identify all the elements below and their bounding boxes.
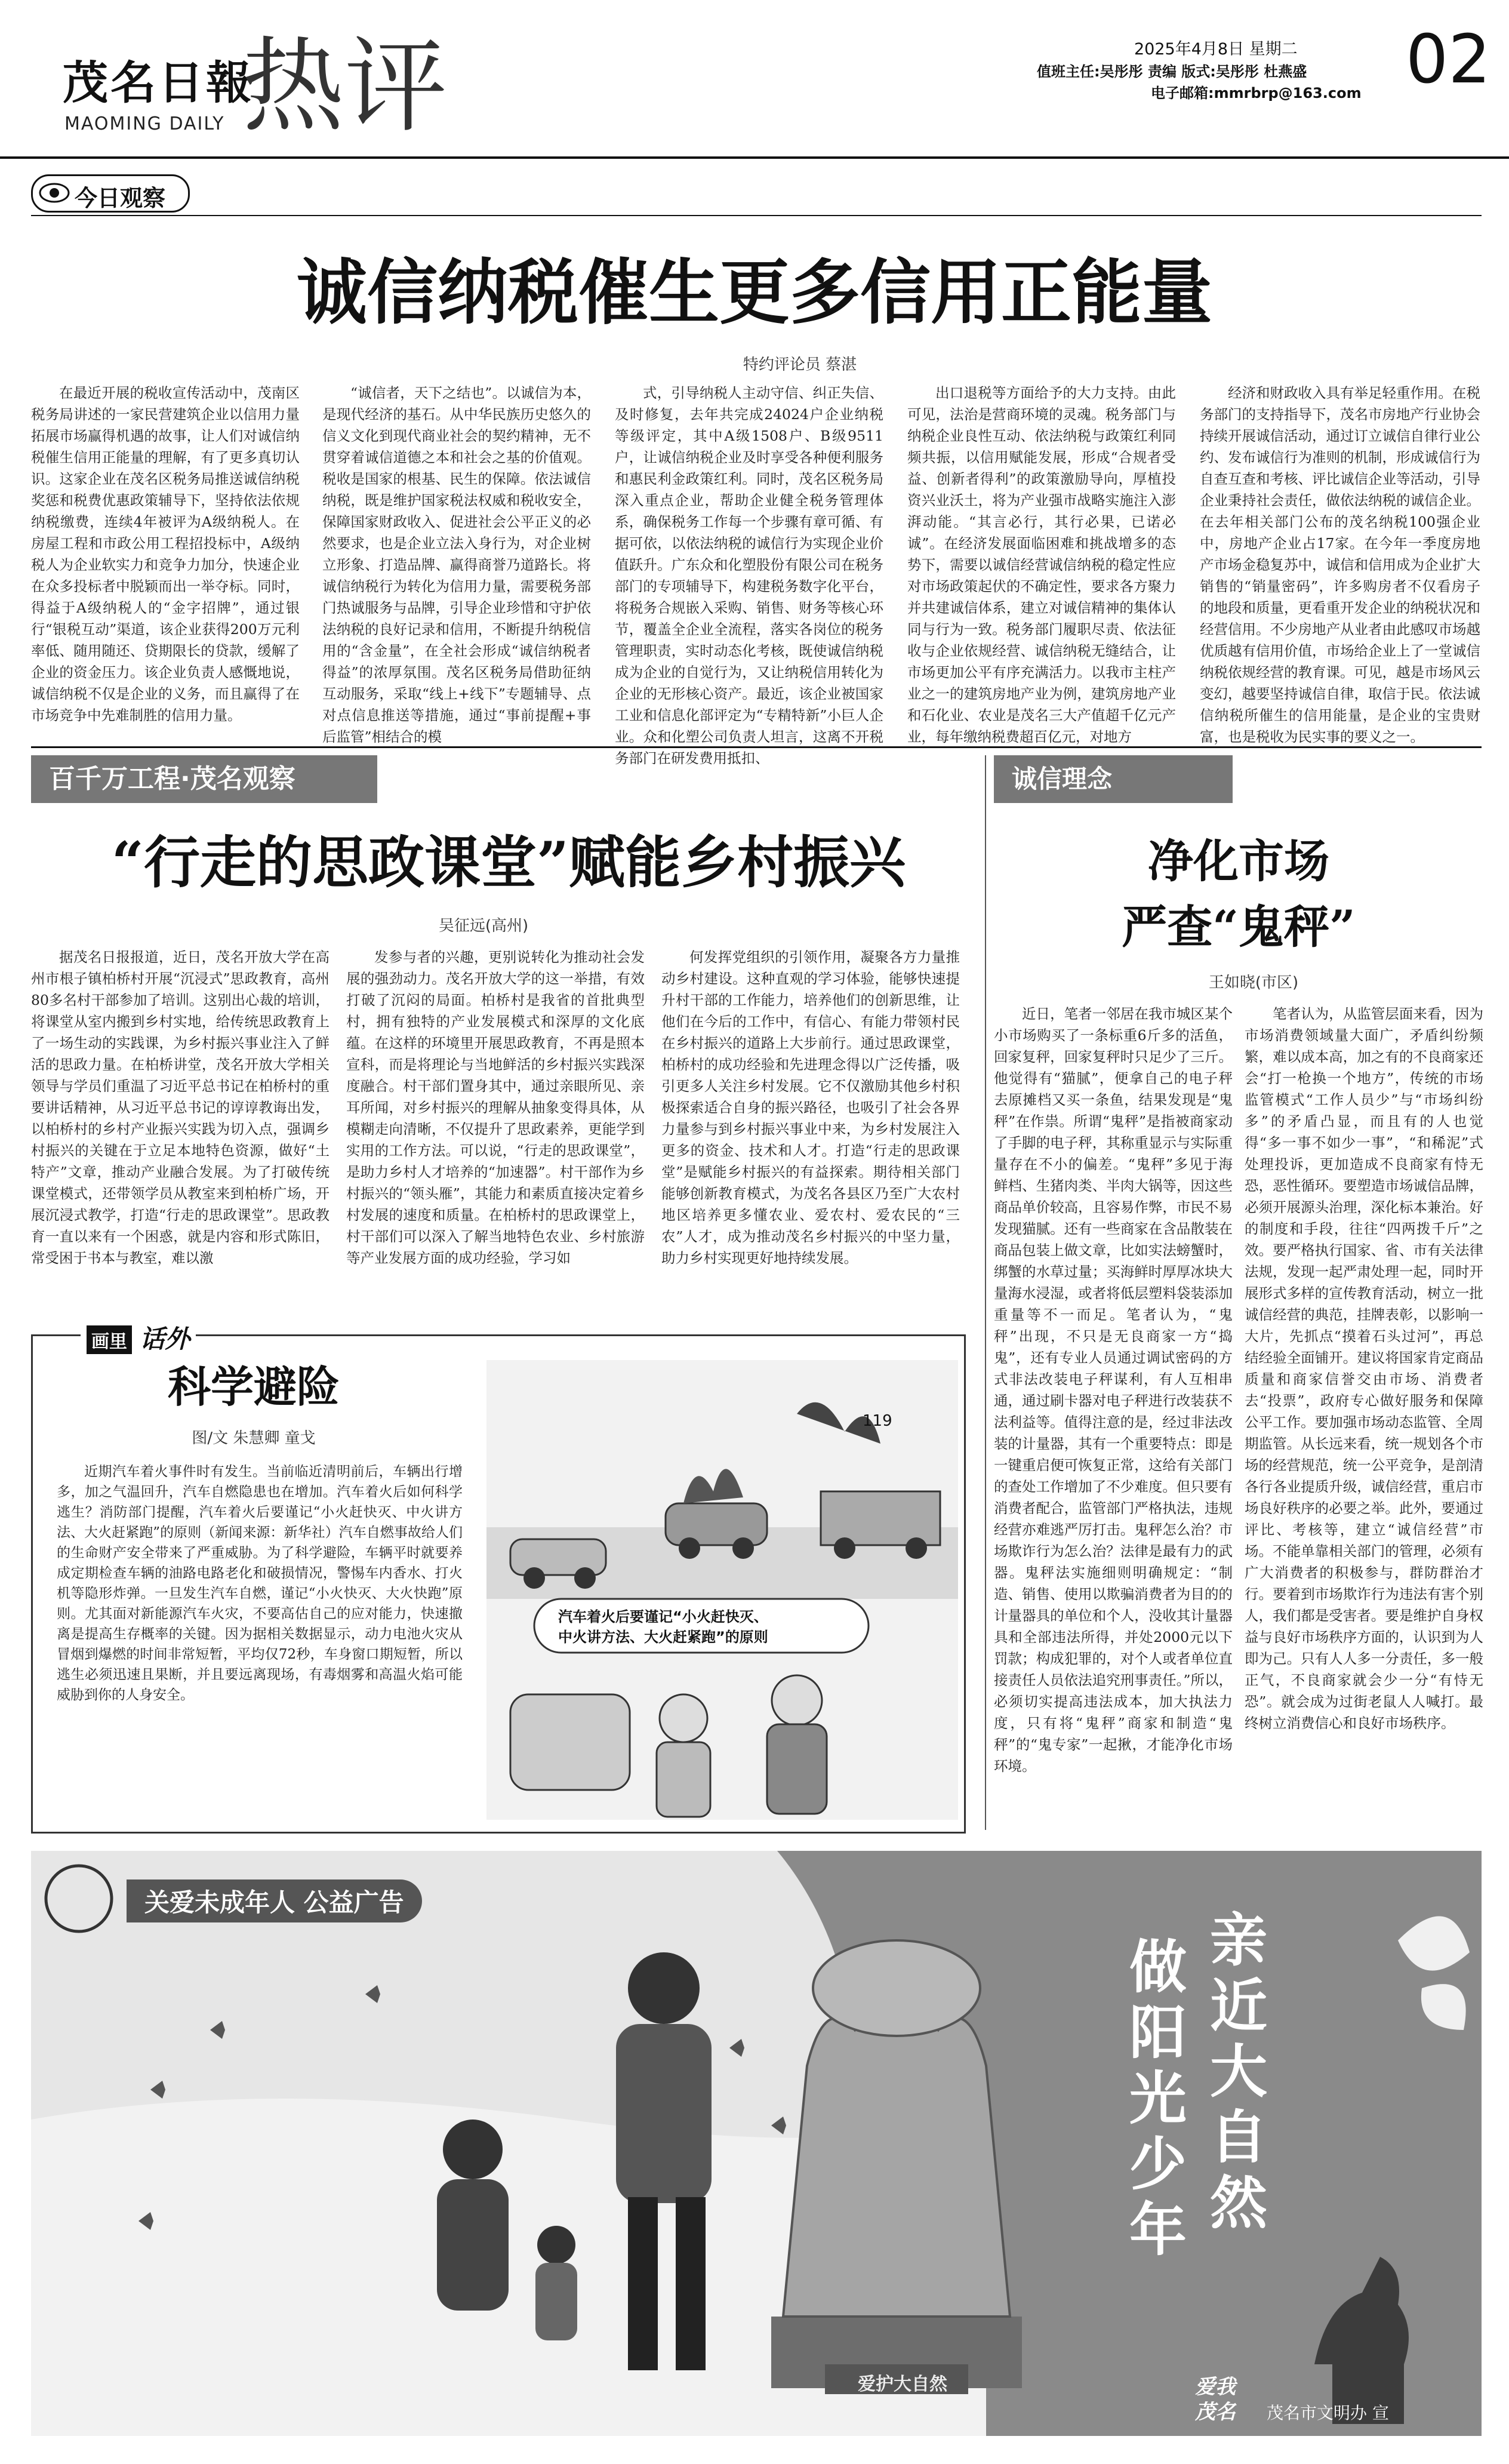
horse-statue-icon — [1314, 2257, 1409, 2424]
feature-column-2: 发参与者的兴趣，更别说转化为推动社会发展的强劲动力。茂名开放大学的这一举措，有效打破了沉闷的局面。柏桥村是我省的首批典型村，拥有独特的产业发展模式和深厚的文化底蕴。在这样的环境里开展思政教育，不再是照本宣科，而是将理论与当地鲜活的乡村振兴实践深度融合。村干部们置身其中，通过亲眼所见、亲耳所闻，对乡村振兴的理解从抽象变得具体，从模糊走向清晰，不仅提升了思政素养，更能学到实用的工作方法。可以说，“行走的思政课堂”，是助力乡村人才培养的“加速器”。村干部作为乡村振兴的“领头雁”，其能力和素质直接决定着乡村发展的速度和质量。在柏桥村的思政课堂上，村干部们可以深入了解当地特色农业、乡村旅游等产业发展方面的成功经验，学习如 — [346, 949, 645, 1266]
slogan-left-char: 光 — [1129, 2065, 1187, 2132]
cartoon-box — [31, 1324, 966, 1834]
staff-line: 值班主任:吴彤彤 责编 版式:吴彤彤 杜燕盛 — [1037, 63, 1307, 80]
lead-headline: 诚信纳税催生更多信用正能量 — [296, 251, 1212, 334]
slogan-right-char: 大 — [1210, 2038, 1267, 2105]
email: 电子邮箱:mmrbrp@163.com — [1151, 85, 1362, 101]
firefighter-figure — [767, 1675, 827, 1814]
car-front-icon — [510, 1694, 630, 1790]
integrity-column-1: 近日，笔者一邻居在我市城区某个小市场购买了一条标重6斤多的活鱼，回家复秤，回家复秤时只足少了三斤。他觉得有“猫腻”，便拿自己的电子秤去原摊档又买一条鱼，结果发现是“鬼秤”在作祟。所谓“鬼秤”是指被商家动了手脚的电子秤，其称重显示与实际重量存在不小的偏差。“鬼秤”多见于海鲜档、生猪肉类、半肉大锅等，因这些商品单价较高，且容易作弊，市民不易发现猫腻。还有一些商家在含品散装在商品包装上做文章，比如实法螃蟹时，绑蟹的水草过量；买海鲜时厚厚冰块大量海水浸湿，或者将低层塑料袋装添加重量等不一而足。笔者认为，“鬼秤”出现，不只是无良商家一方“捣鬼”，还有专业人员通过调试密码的方式非法改装电子秤谋利，有人互相串通，通过刷卡器对电子秤进行改装获不法利益等。值得注意的是，经过非法改装的计量器，其有一个重要特点：即是一键重启便可恢复正常，这给有关部门的查处工作增加了不少难度。但只要有消费者配合，监管部门严格执法，违规经营亦难逃严厉打击。鬼秤怎么治？市场欺诈行为怎么治？法律是最有力的武器。鬼秤法实施细则明确规定：“制造、销售、使用以欺骗消费者为目的的计量器具的单位和个人，没收其计量器具和全部违法所得，并处2000元以下罚款；构成犯罪的，对个人或者单位直接责任人员依法追究刑事责任。”所以，必须切实提高违法成本，加大执法力度，只有将“鬼秤”商家和制造“鬼秤”的“鬼专家”一起揪，才能净化市场环境。 — [994, 1005, 1233, 1774]
plaque-text: 爱护大自然 — [858, 2374, 947, 2395]
ad-badge: 关爱未成年人 公益广告 — [127, 1879, 422, 1922]
slogan-right-char: 自 — [1210, 2104, 1267, 2171]
slogan-right-char: 近 — [1210, 1973, 1267, 2040]
paper-logo: 茂名日報 — [63, 56, 254, 109]
child-figure-ad — [535, 2226, 577, 2340]
cartoon-tag-b: 话外 — [140, 1324, 190, 1353]
eye-icon — [39, 181, 70, 205]
feature-column-1: 据茂名日报报道，近日，茂名开放大学在高州市根子镇柏桥村开展“沉浸式”思政教育，高州80多名村干部参加了培训。这别出心裁的培训，将课堂从室内搬到乡村实地，给传统思政教育上了一场生动的实践课，为乡村振兴事业注入了鲜活的思政力量。在柏桥讲堂，茂名开放大学相关领导与学员们重温了习近平总书记在柏桥村的重要讲话精神，从习近平总书记的谆谆教诲出发，以柏桥村的乡村产业振兴实践为切入点，强调乡村振兴的关键在于立足本地特色资源，做好“土特产”文章，推动产业融合发展。为了打破传统课堂模式，还带领学员从教室来到柏桥广场，开展沉浸式教学，打造“行走的思政课堂”。思政教育一直以来有一个困惑，就是内容和形式陈旧，常受困于书本与教室，难以激 — [31, 949, 329, 1266]
integrity-headline-2: 严查“鬼秤” — [1122, 900, 1356, 953]
slogan-left-char: 年 — [1129, 2197, 1187, 2263]
slogan-left-char: 少 — [1129, 2131, 1187, 2198]
slogan-left-char: 做 — [1129, 1934, 1187, 2001]
today-tag-label: 今日观察 — [75, 185, 166, 211]
lead-column-4: 出口退税等方面给予的大力支持。由此可见，法治是营商环境的灵魂。税务部门与纳税企业良性互动、依法纳税与政策红利同频共振，以信用赋能发展，形成“合规者受益、创新者得利”的政策激励导向，厚植投资兴业沃土，将为产业强市战略实施注入澎湃动能。“其言必行，其行必果，已诺必诚”。在经济发展面临困难和挑战增多的态势下，需要以诚信经营诚信纳税的稳定性应对市场政策起伏的不确定性，要求各方聚力并共建诚信体系，建立对诚信精神的集体认同与行为一致。税务部门履职尽责、依法征收与企业依规经营、诚信纳税无缝结合，让市场更加公平有序充满活力。以我市主柱产业之一的建筑房地产业为例，建筑房地产业和石化业、农业是茂名三大产值超千亿元产业，每年缴纳税费超百亿元，对地方 — [907, 384, 1176, 745]
cartoon-byline: 图/文 朱慧卿 童戈 — [192, 1429, 316, 1447]
integrity-byline: 王如晓(市区) — [1208, 974, 1299, 992]
lead-column-3: 式，引导纳税人主动守信、纠正失信、及时修复，去年共完成24024户企业纳税等级评定，其中A级1508户、B级9511户，让诚信纳税企业及时享受各种便利服务和惠民利金政策红利。同时，茂名区税务局深入重点企业，帮助企业健全税务管理体系，确保税务工作每一个步骤有章可循、有据可依，以依法纳税的诚信行为实现企业价值跃升。广东众和化塑股份有限公司在税务部门的专项辅导下，构建税务数字化平台，将税务合规嵌入采购、销售、财务等核心环节，覆盖全企业全流程，落实各岗位的税务管理职责，实时动态化考核，既使诚信纳税成为企业的自觉行为，又让纳税信用转化为企业的无形核心资产。最近，该企业被国家工业和信息化部评定为“专精特新”小巨人企业。众和化塑公司负责人坦言，这离不开税务部门在研发费用抵扣、 — [615, 384, 883, 767]
bubble-line-2: 中火讲方法、大火赶紧跑”的原则 — [558, 1629, 768, 1645]
lead-column-5: 经济和财政收入具有举足轻重作用。在税务部门的支持指导下，茂名市房地产行业协会持续开展诚信活动，通过订立诚信自律行业公约、发布诚信行为准则的机制，形成诚信行为自查互查和考核、评比诚信企业等活动，引导企业秉持社会责任，做依法纳税的诚信企业。在去年相关部门公布的茂名纳税100强企业中，房地产企业占17家。在今年一季度房地产市场金稳复苏中，诚信和信用成为企业扩大销售的“销量密码”，许多购房者不仅看房子的地段和质量，更看重开发企业的纳税状况和经营信用。不少房地产从业者由此感叹市场越优质越有信用价值，市场给企业上了一堂诚信纳税依规经营的教育课。可见，越是市场风云变幻，越要坚持诚信自律，取信于民。依法诚信纳税所催生的信用能量，是企业的宝贵财富，也是税收为民实事的要义之一。 — [1200, 384, 1480, 745]
sign-119: 119 — [863, 1412, 892, 1430]
cartoon-headline: 科学避险 — [167, 1361, 340, 1412]
cartoon-tag — [81, 1319, 196, 1355]
paper-en: MAOMING DAILY — [64, 113, 225, 134]
cartoon-tag-a: 画里 — [87, 1325, 132, 1354]
masthead-rule — [0, 156, 1509, 159]
integrity-headline-1: 净化市场 — [1148, 835, 1329, 888]
lead-column-2: “诚信者，天下之结也”。以诚信为本，是现代经济的基石。从中华民族历史悠久的信义文化到现代商业社会的契约精神，无不贯穿着诚信道德之本和社会之基的价值观。税收是国家的根基、民生的保障。依法诚信纳税，既是维护国家税法权威和税收安全，保障国家财政收入、促进社会公平正义的必然要求，也是企业立法入身行为，对企业树立形象、打造品牌、赢得商誉乃道路长。将诚信纳税行为转化为信用力量，需要税务部门热诚服务与品牌，引导企业珍惜和守护依法纳税的良好记录和信用，不断提升纳税信用的“含金量”，在全社会形成“诚信纳税者得益”的浓厚氛围。茂名区税务局借助征纳互动服务，采取“线上+线下”专题辅导、点对点信息推送等措施，通过“事前提醒+事后监管”相结合的模 — [322, 384, 591, 745]
masthead — [0, 0, 1509, 197]
lead-byline: 特约评论员 蔡湛 — [743, 356, 857, 374]
lead-column-1: 在最近开展的税收宣传活动中，茂南区税务局讲述的一家民营建筑企业以信用力量拓展市场赢得机遇的故事，让人们对诚信纳税催生信用正能量的理解，有了更多真切认识。这家企业在茂名区税务局推送诚信纳税奖惩和税费优惠政策辅导下，坚持依法依规纳税缴费，连续4年被评为A级纳税人。在房屋工程和市政公用工程招投标中，A级纳税人为企业软实力和竞争力加分，快速企业在众多投标者中脱颖而出一举夺标。同时，得益于A级纳税人的“金字招牌”，通过银行“银税互动”渠道，该企业获得200万元利率低、随用随还、贷期限长的贷款，缓解了企业的资金压力。该企业负责人感慨地说，诚信纳税不仅是企业的义务，而且赢得了在市场竞争中先难制胜的信用力量。 — [31, 384, 300, 724]
leaf-icon — [1398, 1917, 1470, 2031]
ad-footer-b: 茂名 — [1195, 2400, 1236, 2424]
slogan-right-char: 亲 — [1210, 1907, 1267, 1974]
cartoon-text: 近期汽车着火事件时有发生。当前临近清明前后，车辆出行增多，加之气温回升，汽车自燃隐患也在增加。汽车着火后如何科学逃生？消防部门提醒，汽车着火后要谨记“小火赶快灭、中火讲方法、大火赶紧跑”的原则（新闻来源：新华社）汽车自燃事故给人们的生命财产安全带来了严重威胁。为了科学避险，车辆平时就要养成定期检查车辆的油路电路老化和破损情况，警惕车内香水、打火机等隐形炸弹。一旦发生汽车自燃，谨记“小火快灭、大火快跑”原则。尤其面对新能源汽车火灾，不要高估自己的应对能力，快速撤离是提高生存概率的关键。因为据相关数据显示，动力电池火灾从冒烟到爆燃的时间非常短暂，平均仅72秒，车身窗口期短暂，所以逃生必须迅速且果断，并且要远离现场，有毒烟雾和高温火焰可能威胁到你的人身安全。 — [57, 1464, 463, 1703]
slogan-right — [1210, 1908, 1270, 2236]
mother-figure — [437, 2120, 509, 2311]
integrity-section-bar: 诚信理念 — [994, 755, 1233, 803]
today-tag — [31, 174, 190, 213]
bubble-line-1: 汽车着火后要谨记“小火赶快灭、 — [558, 1608, 768, 1625]
feature-headline: “行走的思政课堂”赋能乡村振兴 — [111, 830, 906, 896]
date: 2025年4月8日 星期二 — [1134, 40, 1298, 59]
slogan-right-char: 然 — [1210, 2170, 1267, 2237]
feature-byline: 吴征远(高州) — [438, 917, 529, 935]
slogan-left-char: 阳 — [1129, 1999, 1187, 2066]
ad-footer-c: 茂名市文明办 宣 — [1267, 2403, 1389, 2423]
feature-column-3: 何发挥党组织的引领作用，凝聚各方力量推动乡村建设。这种直观的学习体验，能够快速提升村干部的工作能力，培养他们的创新思维，让他们在今后的工作中，有信心、有能力带领村民在乡村振兴的道路上大步前行。通过思政课堂，柏桥村的成功经验和先进理念得以广泛传播，吸引更多人关注乡村发展。它不仅激励其他乡村积极探索适合自身的振兴路径，也吸引了社会各界力量参与到乡村振兴事业中来，为乡村发展注入更多的资金、技术和人才。打造“行走的思政课堂”是赋能乡村振兴的有益探索。期待相关部门能够创新教育模式，为茂名各县区乃至广大农村地区培养更多懂农业、爱农村、爱农民的“三农”人才，成为推动茂名乡村振兴的中坚力量，助力乡村实现更好地持续发展。 — [661, 949, 960, 1266]
lead-rule — [31, 746, 1482, 748]
slogan-left — [1129, 1934, 1189, 2263]
ad-footer-a: 爱我 — [1195, 2375, 1236, 2399]
section-title: 热评 — [242, 26, 447, 146]
column-divider — [985, 755, 986, 1830]
cartoon-illustration — [486, 1360, 958, 1820]
child-figure — [657, 1694, 710, 1817]
integrity-column-2: 笔者认为，从监管层面来看，因为市场消费领域量大面广，矛盾纠纷频繁，难以成本高，加之有的不良商家还会“打一枪换一个地方”，传统的市场监管模式“工作人员少”与“市场纠纷多”的矛盾凸显，而且有的人也觉得“多一事不如少一事”，“和稀泥”式处理投诉，更加造成不良商家有恃无恐，恶性循环。要塑造市场诚信品牌，必须开展源头治理，深化标本兼治。好的制度和手段，往往“四两拨千斤”之效。要严格执行国家、省、市有关法律法规，发现一起严肃处理一起，同时开展形式多样的宣传教育活动，树立一批诚信经营的典范，挂牌表彰，以影响一大片，先抓点“摸着石头过河”，再总结经验全面铺开。建议将国家肯定商品质量和商家信誉交由市场、消费者去“投票”，政府专心做好服务和保障公平工作。要加强市场动态监管、全周期监管。从长远来看，统一规划各个市场的经营规范，统一公平竞争，是剖清各行各业提质升级，诚信经营，重启市场良好秩序的必要之举。此外，要通过评比、考核等，建立“诚信经营”市场。不能单靠相关部门的管理，必须有广大消费者的积极参与，群防群治才行。要着到市场欺诈行为违法有害个别人，我们都是受害者。要是维护自身权益与良好市场秩序方面的，认识到为人即为己。只有人人多一分责任，多一般正气，不良商家就会少一分“有恃无恐”。就会成为过街老鼠人人喊打。最终树立消费信心和良好市场秩序。 — [1245, 1005, 1483, 1731]
today-rule — [31, 215, 1482, 216]
feature-section-bar: 百千万工程·茂名观察 — [31, 755, 377, 803]
public-service-ad — [31, 1851, 1482, 2436]
page-number: 02 — [1406, 21, 1491, 99]
